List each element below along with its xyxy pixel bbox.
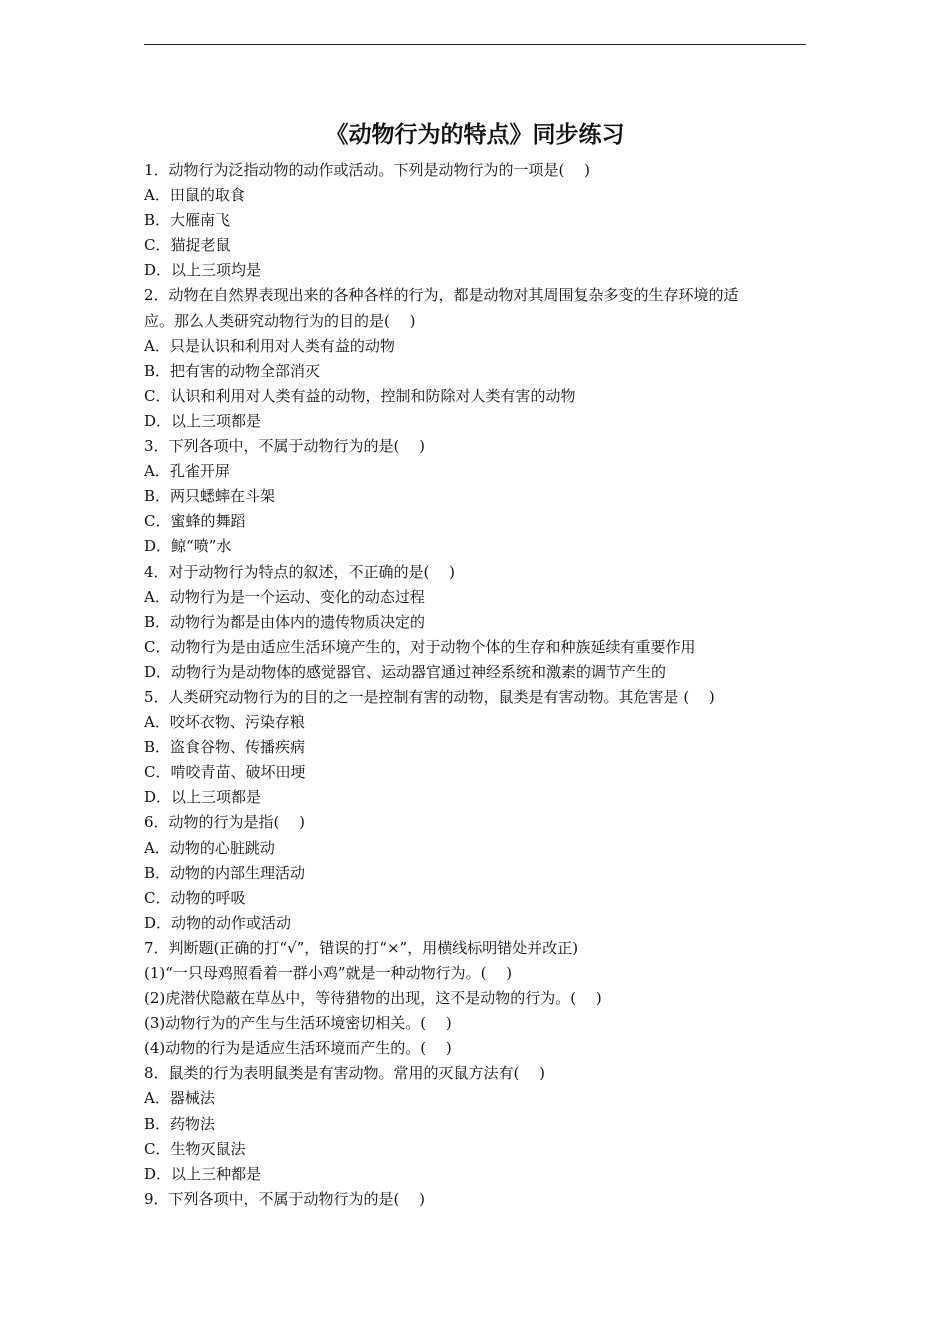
text-line: 3．下列各项中，不属于动物行为的是( ) bbox=[144, 437, 426, 456]
header-rule bbox=[144, 44, 806, 45]
text-line: A．器械法 bbox=[144, 1089, 215, 1108]
text-line: C．猫捉老鼠 bbox=[144, 236, 231, 255]
text-line: C．啃咬青苗、破坏田埂 bbox=[144, 763, 306, 782]
text-line: C．动物的呼吸 bbox=[144, 888, 246, 907]
text-line: B．动物行为都是由体内的遗传物质决定的 bbox=[144, 612, 426, 631]
text-line: A．动物的心脏跳动 bbox=[144, 838, 275, 857]
text-line: C．蜜蜂的舞蹈 bbox=[144, 512, 246, 531]
text-line: A．只是认识和利用对人类有益的动物 bbox=[144, 336, 395, 355]
question-list bbox=[144, 158, 808, 1212]
text-line: 7．判断题(正确的打“√”，错误的打“×”，用横线标明错处并改正) bbox=[144, 938, 579, 957]
text-line: D．鲸“喷”水 bbox=[144, 537, 232, 556]
text-line: (1)“一只母鸡照看着一群小鸡”就是一种动物行为。( ) bbox=[144, 964, 513, 982]
text-line: D．动物的动作或活动 bbox=[144, 913, 292, 932]
document-title: 《动物行为的特点》同步练习 bbox=[325, 121, 625, 148]
text-line: A．动物行为是一个运动、变化的动态过程 bbox=[144, 587, 425, 606]
text-line: 6．动物的行为是指( ) bbox=[144, 813, 306, 832]
text-line: 9．下列各项中，不属于动物行为的是( ) bbox=[144, 1189, 426, 1208]
text-line: (4)动物的行为是适应生活环境而产生的。( ) bbox=[144, 1039, 452, 1058]
text-line: C．认识和利用对人类有益的动物，控制和防除对人类有害的动物 bbox=[144, 386, 576, 405]
text-line: (3)动物行为的产生与生活环境密切相关。( ) bbox=[144, 1014, 452, 1033]
text-line: A．田鼠的取食 bbox=[144, 186, 245, 205]
text-line: B．药物法 bbox=[144, 1114, 216, 1133]
text-line: 5．人类研究动物行为的目的之一是控制有害的动物，鼠类是有害动物。其危害是 ( ) bbox=[144, 687, 715, 706]
text-line: 8．鼠类的行为表明鼠类是有害动物。常用的灭鼠方法有( ) bbox=[144, 1064, 546, 1083]
text-line: D．以上三种都是 bbox=[144, 1164, 262, 1183]
text-line: D．以上三项都是 bbox=[144, 788, 262, 807]
text-line: D．以上三项都是 bbox=[144, 411, 262, 430]
text-line: C．生物灭鼠法 bbox=[144, 1139, 246, 1158]
text-line: 应。那么人类研究动物行为的目的是( ) bbox=[144, 311, 416, 330]
text-line: B．把有害的动物全部消灭 bbox=[144, 361, 321, 380]
text-line: B．动物的内部生理活动 bbox=[144, 863, 306, 882]
text-line: (2)虎潜伏隐蔽在草丛中，等待猎物的出现，这不是动物的行为。( ) bbox=[144, 989, 602, 1008]
text-line: D．动物行为是动物体的感觉器官、运动器官通过神经系统和激素的调节产生的 bbox=[144, 662, 667, 681]
text-line: 1．动物行为泛指动物的动作或活动。下列是动物行为的一项是( ) bbox=[144, 161, 591, 179]
text-line: A．咬坏衣物、污染存粮 bbox=[144, 713, 305, 732]
text-line: C．动物行为是由适应生活环境产生的，对于动物个体的生存和种族延续有重要作用 bbox=[144, 637, 696, 656]
text-line: B．大雁南飞 bbox=[144, 211, 231, 230]
text-line: 4．对于动物行为特点的叙述，不正确的是( ) bbox=[144, 562, 456, 581]
text-line: D．以上三项均是 bbox=[144, 261, 262, 280]
text-line: 2．动物在自然界表现出来的各种各样的行为，都是动物对其周围复杂多变的生存环境的适 bbox=[144, 286, 739, 305]
text-line: B．两只蟋蟀在斗架 bbox=[144, 487, 276, 506]
text-line: A．孔雀开屏 bbox=[144, 462, 230, 481]
text-line: B．盗食谷物、传播疾病 bbox=[144, 738, 306, 757]
